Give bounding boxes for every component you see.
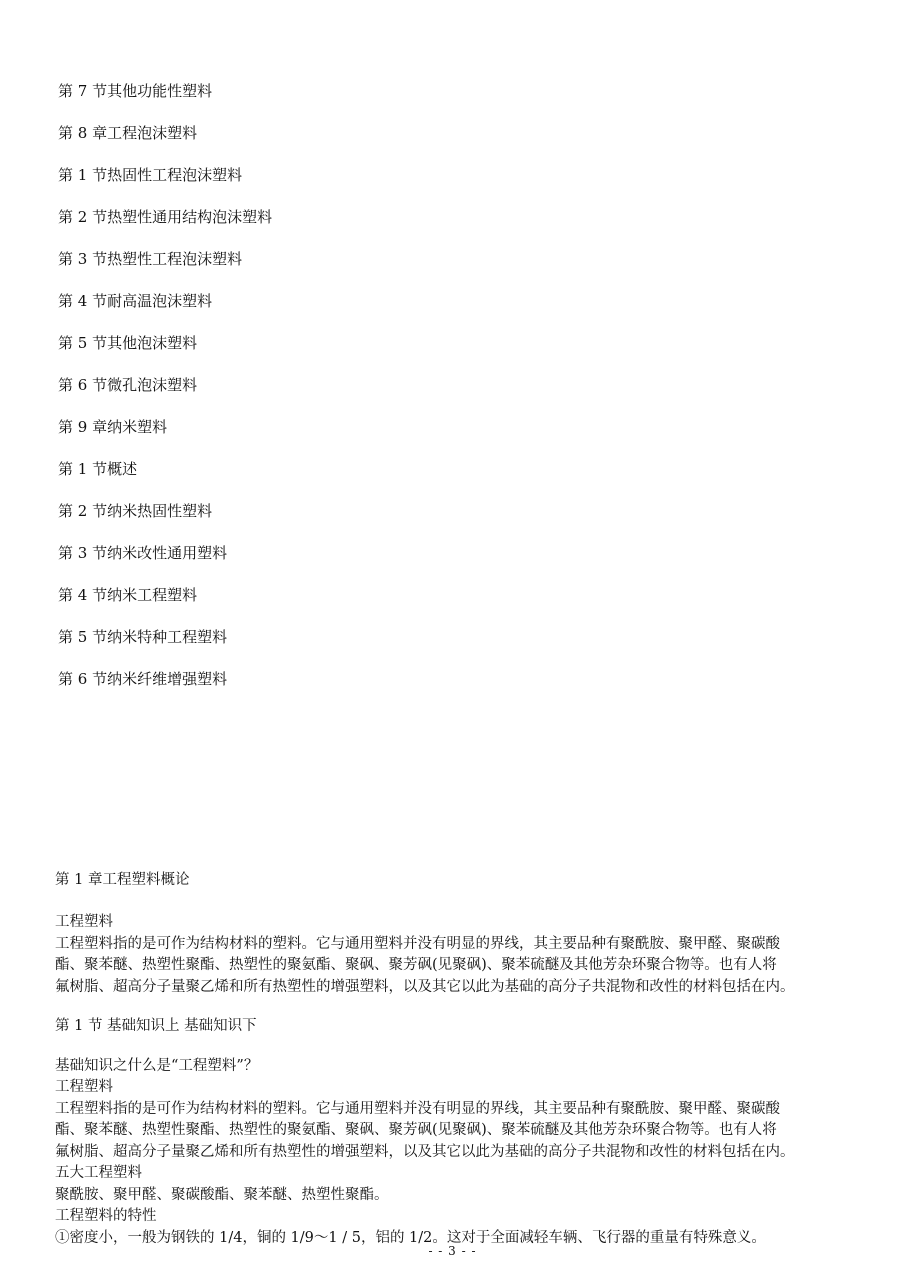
document-body [55,870,855,1249]
chapter-title: 第 1 章工程塑料概论 [55,872,190,888]
intro-paragraph-line: 氟树脂、超高分子量聚乙烯和所有热塑性的增强塑料，以及其它以此为基础的高分子共混物和改性的材料包括在内。 [55,978,795,995]
toc-item: 第 3 节热塑性工程泡沫塑料 [58,250,243,268]
basics-paragraph-line: 工程塑料指的是可作为结构材料的塑料。它与通用塑料并没有明显的界线，其主要品种有聚酰胺、聚甲醛、聚碳酸 [55,1100,780,1117]
basics-paragraph-line: 氟树脂、超高分子量聚乙烯和所有热塑性的增强塑料，以及其它以此为基础的高分子共混物和改性的材料包括在内。 [55,1143,795,1160]
toc-item: 第 7 节其他功能性塑料 [58,82,213,100]
toc-item: 第 6 节微孔泡沫塑料 [58,376,198,394]
toc-item: 第 1 节热固性工程泡沫塑料 [58,166,243,184]
toc-item: 第 1 节概述 [58,460,138,478]
toc-item: 第 5 节纳米特种工程塑料 [58,628,228,646]
properties-heading: 工程塑料的特性 [55,1208,157,1224]
basics-question: 基础知识之什么是“工程塑料”？ [55,1057,259,1074]
toc-item: 第 4 节耐高温泡沫塑料 [58,292,213,310]
section-title: 第 1 节 基础知识上 基础知识下 [55,1018,257,1034]
basics-heading: 工程塑料 [55,1079,113,1095]
toc-item: 第 8 章工程泡沫塑料 [58,124,198,142]
toc-item: 第 2 节热塑性通用结构泡沫塑料 [58,208,273,226]
table-of-contents [58,80,858,710]
intro-paragraph-line: 工程塑料指的是可作为结构材料的塑料。它与通用塑料并没有明显的界线，其主要品种有聚酰胺、聚甲醛、聚碳酸 [55,935,780,952]
toc-item: 第 4 节纳米工程塑料 [58,586,198,604]
five-plastics-heading: 五大工程塑料 [55,1165,142,1181]
intro-paragraph-line: 酯、聚苯醚、热塑性聚酯、热塑性的聚氨酯、聚砜、聚芳砜(见聚砜)、聚苯硫醚及其他芳杂环聚合物等。也有人将 [55,957,777,973]
toc-item: 第 6 节纳米纤维增强塑料 [58,670,228,688]
basics-paragraph-line: 酯、聚苯醚、热塑性聚酯、热塑性的聚氨酯、聚砜、聚芳砜(见聚砜)、聚苯硫醚及其他芳杂环聚合物等。也有人将 [55,1122,777,1138]
toc-item: 第 2 节纳米热固性塑料 [58,502,213,520]
toc-item: 第 9 章纳米塑料 [58,418,168,436]
property-item: ①密度小，一般为钢铁的 1/4，铜的 1/9～1 / 5，铝的 1/2。这对于全面减轻车辆、飞行器的重量有特殊意义。 [55,1229,766,1246]
intro-heading: 工程塑料 [55,914,113,930]
five-plastics-list: 聚酰胺、聚甲醛、聚碳酸酯、聚苯醚、热塑性聚酯。 [55,1186,389,1203]
toc-item: 第 5 节其他泡沫塑料 [58,334,198,352]
toc-item: 第 3 节纳米改性通用塑料 [58,544,228,562]
page-number: - - 3 - - [428,1244,477,1258]
